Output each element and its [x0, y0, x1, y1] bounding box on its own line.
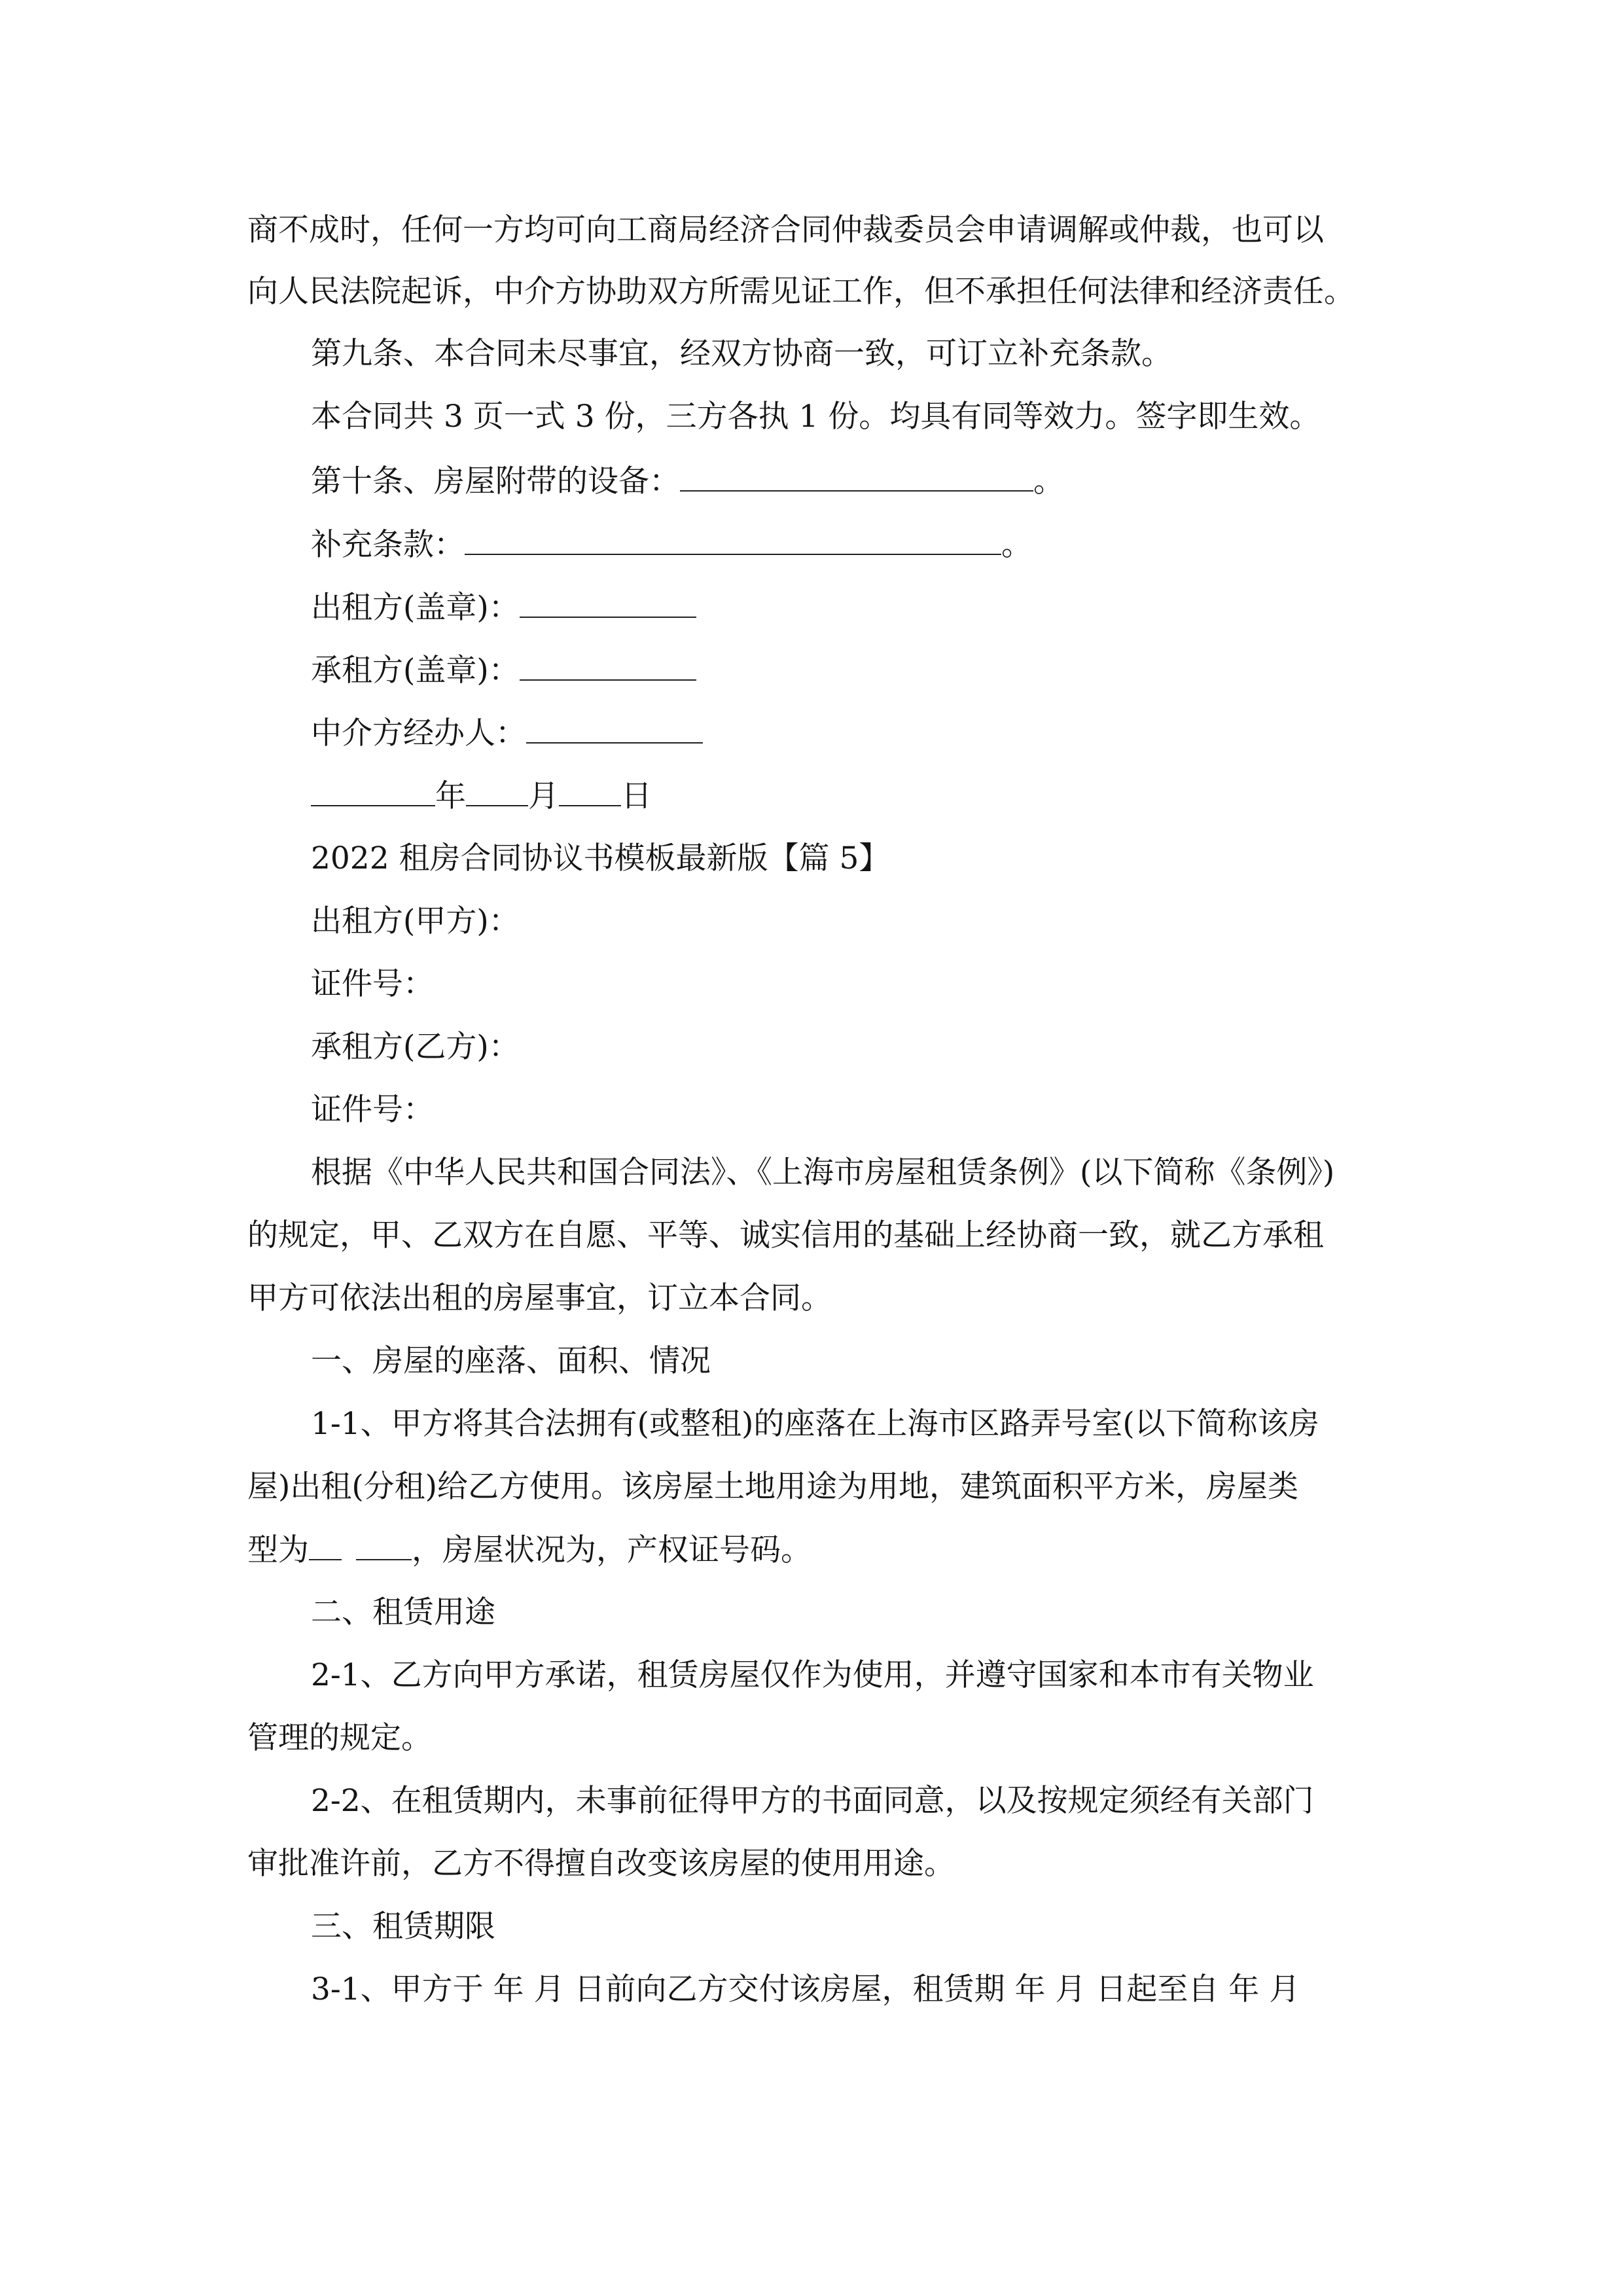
day-label: 日 [621, 778, 652, 814]
lessee-seal [311, 651, 696, 691]
paragraph-line: 商不成时，任何一方均可向工商局经济合同仲裁委员会申请调解或仲裁，也可以 [247, 212, 1324, 248]
lessee-seal-blank [520, 651, 696, 681]
paragraph-line: 管理的规定。 [247, 1720, 432, 1756]
party-a-id-label: 证件号： [311, 966, 434, 1002]
paragraph-line: 的规定，甲、乙双方在自愿、平等、诚实信用的基础上经协商一致，就乙方承租 [247, 1217, 1324, 1253]
period: 。 [1033, 463, 1064, 499]
paragraph-line: 向人民法院起诉，中介方协助双方所需见证工作，但不承担任何法律和经济责任。 [247, 274, 1355, 310]
article-10-label: 第十条、房屋附带的设备： [311, 463, 680, 499]
party-b-id-label: 证件号： [311, 1092, 434, 1128]
day-blank [559, 776, 621, 806]
copies-clause: 本合同共 3 页一式 3 份，三方各执 1 份。均具有同等效力。签字即生效。 [311, 399, 1321, 435]
month-blank [466, 776, 528, 806]
supplementary-label: 补充条款： [311, 527, 465, 563]
lessor-seal [311, 588, 696, 628]
house-type-blank-1 [309, 1530, 342, 1560]
article-9: 第九条、本合同未尽事宜，经双方协商一致，可订立补充条款。 [311, 336, 1172, 372]
paragraph-line [247, 1530, 812, 1570]
lessor-seal-label: 出租方(盖章)： [311, 590, 520, 626]
year-label: 年 [435, 778, 466, 814]
supplementary-blank [465, 525, 1001, 555]
lessor-seal-blank [520, 588, 696, 618]
section-title: 2022 租房合同协议书模板最新版【篇 5】 [311, 840, 890, 876]
period: 。 [1001, 527, 1032, 563]
heading-2: 二、租赁用途 [311, 1594, 495, 1630]
agent-label: 中介方经办人： [311, 715, 526, 751]
party-b-label: 承租方(乙方)： [311, 1029, 520, 1065]
year-blank [311, 776, 435, 806]
house-type-tail: ，房屋状况为，产权证号码。 [412, 1532, 812, 1568]
supplementary-clause [311, 525, 1032, 565]
heading-3: 三、租赁期限 [311, 1909, 495, 1945]
paragraph-line: 2-2、在租赁期内，未事前征得甲方的书面同意，以及按规定须经有关部门 [311, 1783, 1314, 1819]
paragraph-line: 甲方可依法出租的房屋事宜，订立本合同。 [247, 1280, 832, 1316]
paragraph-line: 3-1、甲方于 年 月 日前向乙方交付该房屋，租赁期 年 月 日起至自 年 月 [311, 1971, 1300, 2007]
house-type-blank-2 [356, 1530, 412, 1560]
paragraph-line: 审批准许前，乙方不得擅自改变该房屋的使用用途。 [247, 1846, 955, 1882]
paragraph-line: 屋)出租(分租)给乙方使用。该房屋土地用途为用地，建筑面积平方米，房屋类 [247, 1469, 1299, 1505]
agent-signature [311, 713, 703, 753]
month-label: 月 [528, 778, 559, 814]
paragraph-line: 1-1、甲方将其合法拥有(或整租)的座落在上海市区路弄号室(以下简称该房 [311, 1406, 1319, 1442]
article-10 [311, 461, 1064, 501]
lessee-seal-label: 承租方(盖章)： [311, 653, 520, 689]
date-line [311, 776, 652, 816]
paragraph-line: 根据《中华人民共和国合同法》、《上海市房屋租赁条例》(以下简称《条例》) [311, 1155, 1335, 1191]
party-a-label: 出租方(甲方)： [311, 903, 520, 939]
house-type-label: 型为 [247, 1532, 309, 1568]
agent-blank [526, 713, 703, 744]
paragraph-line: 2-1、乙方向甲方承诺，租赁房屋仅作为使用，并遵守国家和本市有关物业 [311, 1657, 1314, 1693]
heading-1: 一、房屋的座落、面积、情况 [311, 1343, 711, 1379]
equipment-blank [680, 461, 1033, 492]
